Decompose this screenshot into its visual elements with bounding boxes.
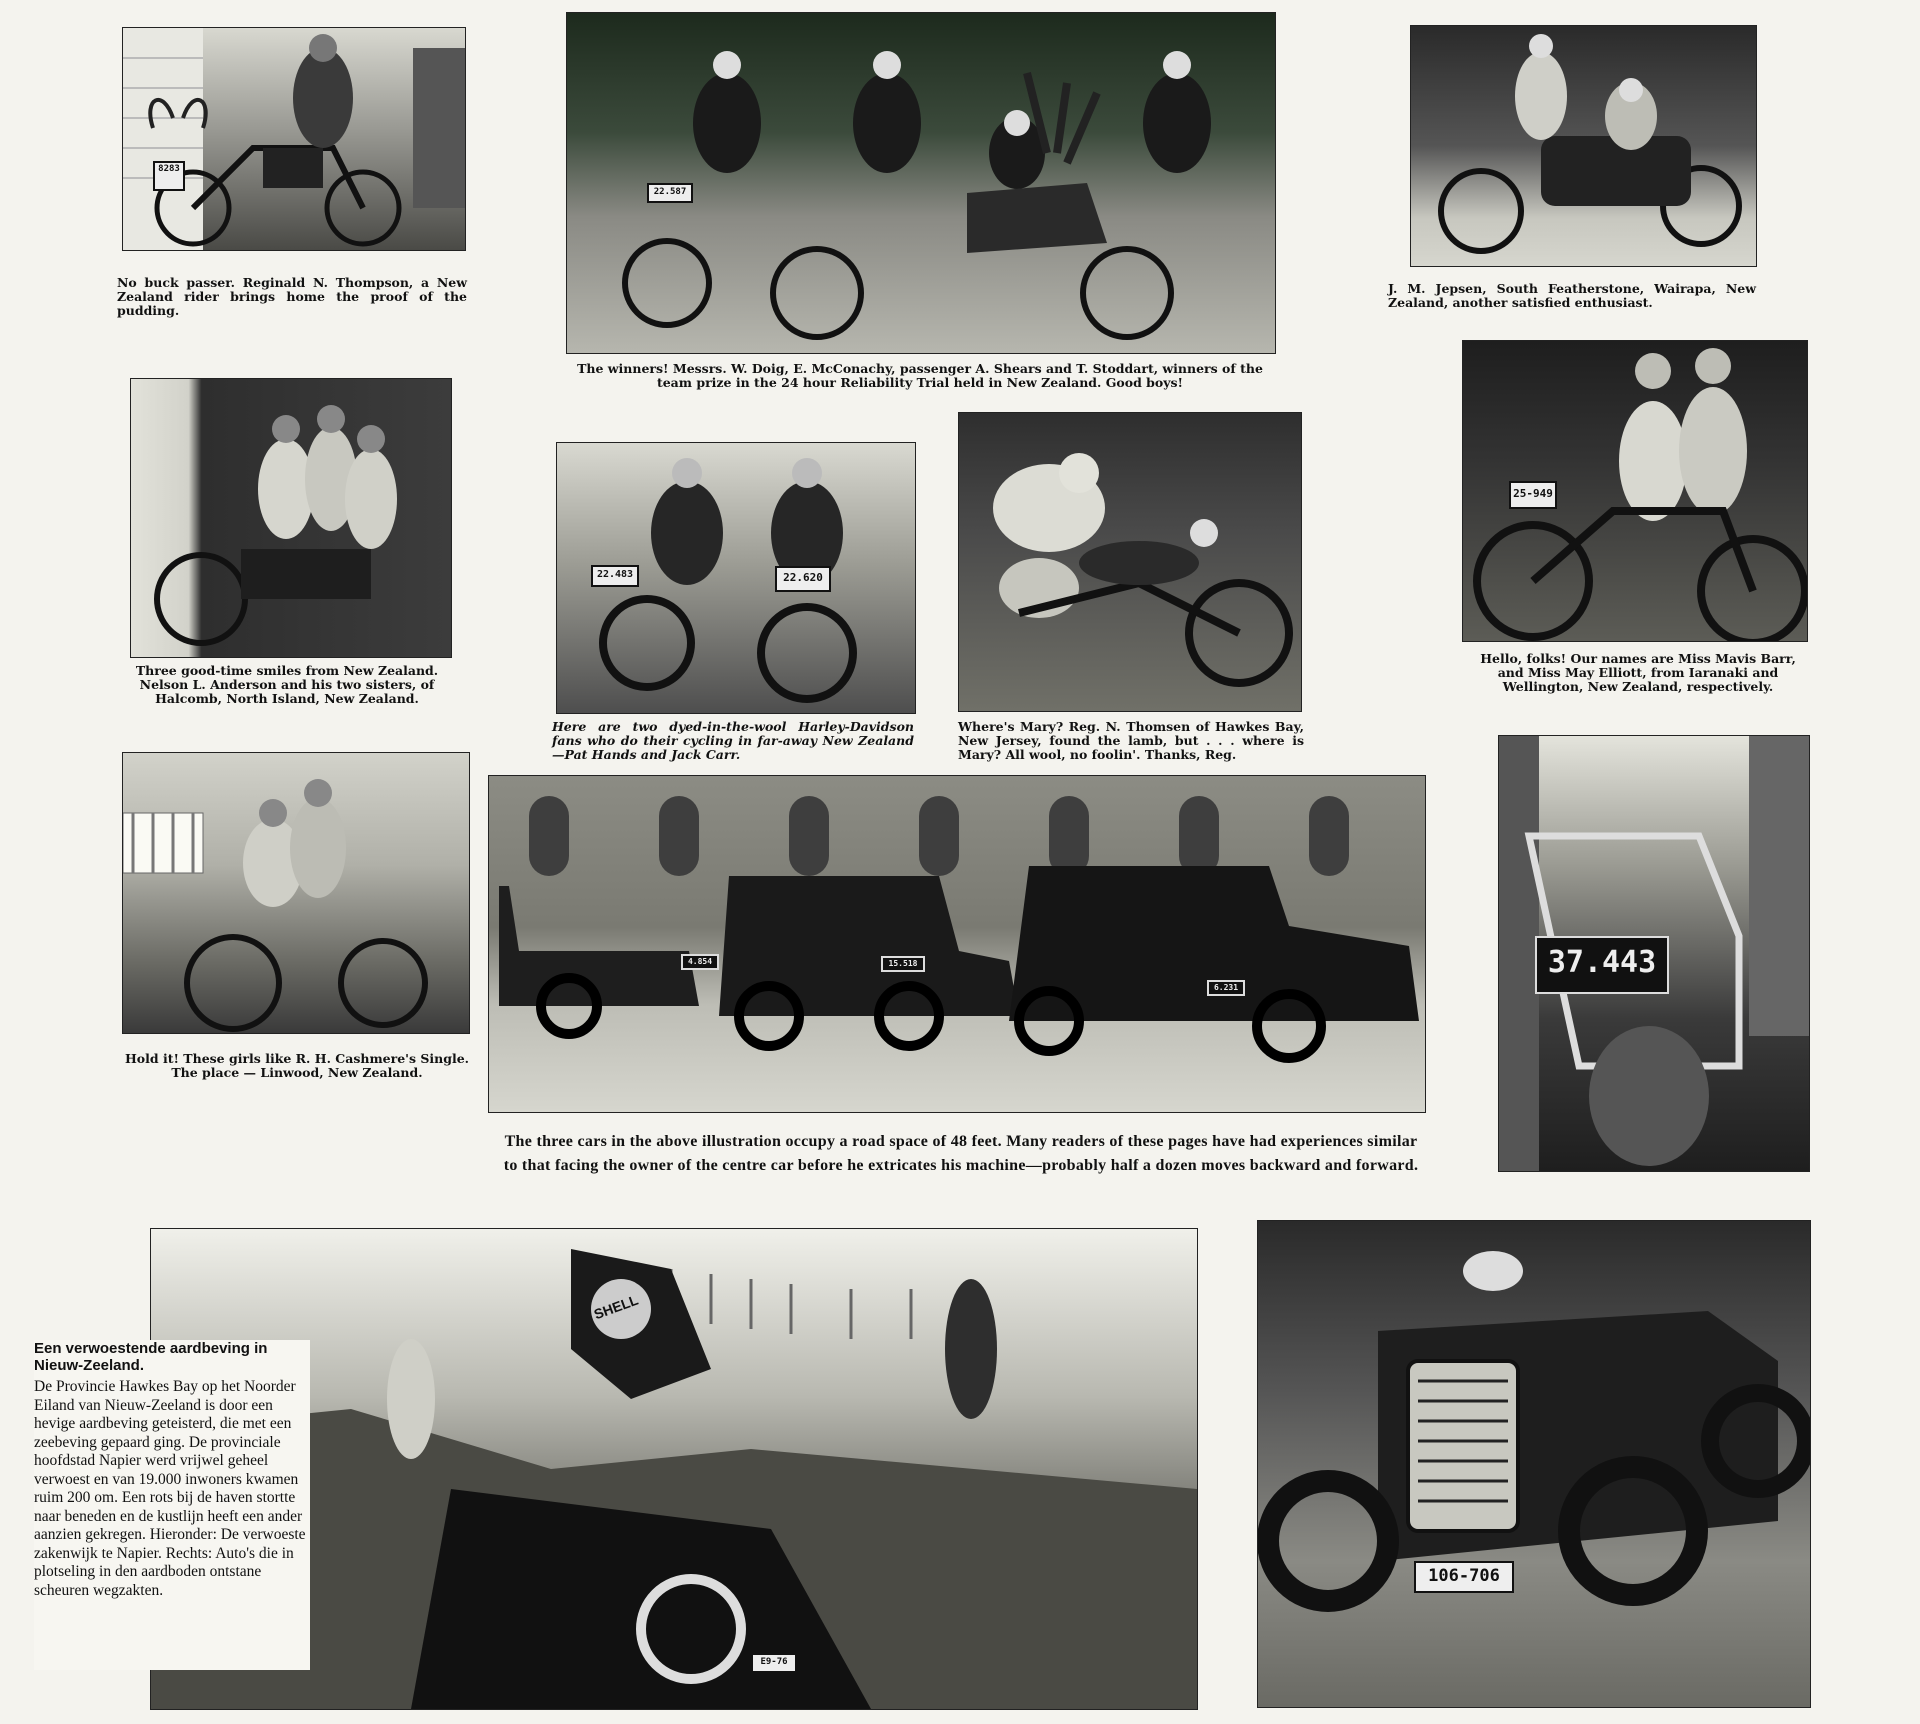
dutch-article-box: [34, 1340, 310, 1670]
motorcycle-rider-illustration: [123, 28, 465, 250]
dutch-article-title: Een verwoestende aardbeving in Nieuw-Zeeland.: [34, 1340, 268, 1374]
license-plate: 22.620: [775, 566, 831, 592]
motorcycle-three-people-illustration: [131, 379, 451, 657]
photo-where-mary: [958, 412, 1302, 712]
caption-three-cars: The three cars in the above illustration occupy a road space of 48 feet. Many readers of these pages have had experiences similar to that facing the owner of the centre car before he extricates his machine—probably half a dozen moves backward and forward.: [503, 1133, 1419, 1174]
photo-winners: [566, 12, 1276, 354]
photo-buck-passer: [122, 27, 466, 251]
lamb-on-motorcycle-illustration: [959, 413, 1301, 711]
photo-closeup-plate: [1498, 735, 1810, 1172]
license-plate: 25-949: [1509, 481, 1557, 509]
license-plate: 4.854: [681, 954, 719, 970]
photo-three-cars: [488, 775, 1426, 1113]
dutch-article-body: De Provincie Hawkes Bay op het Noorder Eiland van Nieuw-Zeeland is door een hevige aardbeving geteisterd, die met een zeebeving gepaard ging. De provinciale hoofdstad Napier werd vrijwel geheel verwoest en van 19.000 inwoners kwamen ruim 200 om. Een rots bij de haven stortte naar beneden en de kustlijn heeft een ander aanzien gekregen. Hieronder: De verwoeste zakenwijk te Napier. Rechts: Auto's die in plotseling in den aardboden ontstane scheuren wegzakten.: [34, 1378, 306, 1599]
photo-jepsen: [1410, 25, 1757, 267]
shell-tank-label: SHELL: [591, 1291, 641, 1323]
motorcycle-two-girls-illustration: [123, 753, 469, 1033]
caption-dyed-in-wool: Here are two dyed-in-the-wool Harley-Davidson fans who do their cycling in far-away New Zealand—Pat Hands and Jack Carr.: [552, 719, 914, 762]
three-parked-cars-illustration: [489, 776, 1425, 1112]
caption-buck-passer: No buck passer. Reginald N. Thompson, a New Zealand rider brings home the proof of the pudding.: [117, 275, 467, 318]
license-plate: 22.483: [591, 565, 639, 587]
license-plate: 8283: [153, 161, 185, 191]
caption-jepsen: J. M. Jepsen, South Featherstone, Wairapa, New Zealand, another satisfied enthusiast.: [1388, 281, 1756, 310]
license-plate: 6.231: [1207, 980, 1245, 996]
caption-winners: The winners! Messrs. W. Doig, E. McConachy, passenger A. Shears and T. Stoddart, winners of the team prize in the 24 hour Reliability Trial held in New Zealand. Good boys!: [577, 361, 1263, 390]
sports-car-illustration: [1258, 1221, 1810, 1707]
license-plate: 22.587: [647, 183, 693, 203]
photo-three-smiles: [130, 378, 452, 658]
caption-hold-it: Hold it! These girls like R. H. Cashmere's Single. The place — Linwood, New Zealand.: [124, 1051, 470, 1080]
photo-hold-it: [122, 752, 470, 1034]
photo-hello-folks: [1462, 340, 1808, 642]
caption-three-smiles: Three good-time smiles from New Zealand. Nelson L. Anderson and his two sisters, of Halcomb, North Island, New Zealand.: [135, 663, 439, 706]
caption-where-mary: Where's Mary? Reg. N. Thomsen of Hawkes Bay, New Jersey, found the lamb, but . . . where is Mary? All wool, no foolin'. Thanks, Reg.: [958, 719, 1304, 762]
license-plate: E9-76: [751, 1653, 797, 1673]
license-plate: 37.443: [1535, 936, 1669, 994]
photo-mg-car: [1257, 1220, 1811, 1708]
caption-hello-folks: Hello, folks! Our names are Miss Mavis Barr, and Miss May Elliott, from Iaranaki and Wellington, New Zealand, respectively.: [1480, 651, 1796, 694]
license-plate: 15.518: [881, 956, 925, 972]
motorcycle-sidecar-illustration: [1411, 26, 1756, 266]
photo-dyed-in-wool: [556, 442, 916, 714]
license-plate: 106-706: [1414, 1561, 1514, 1593]
